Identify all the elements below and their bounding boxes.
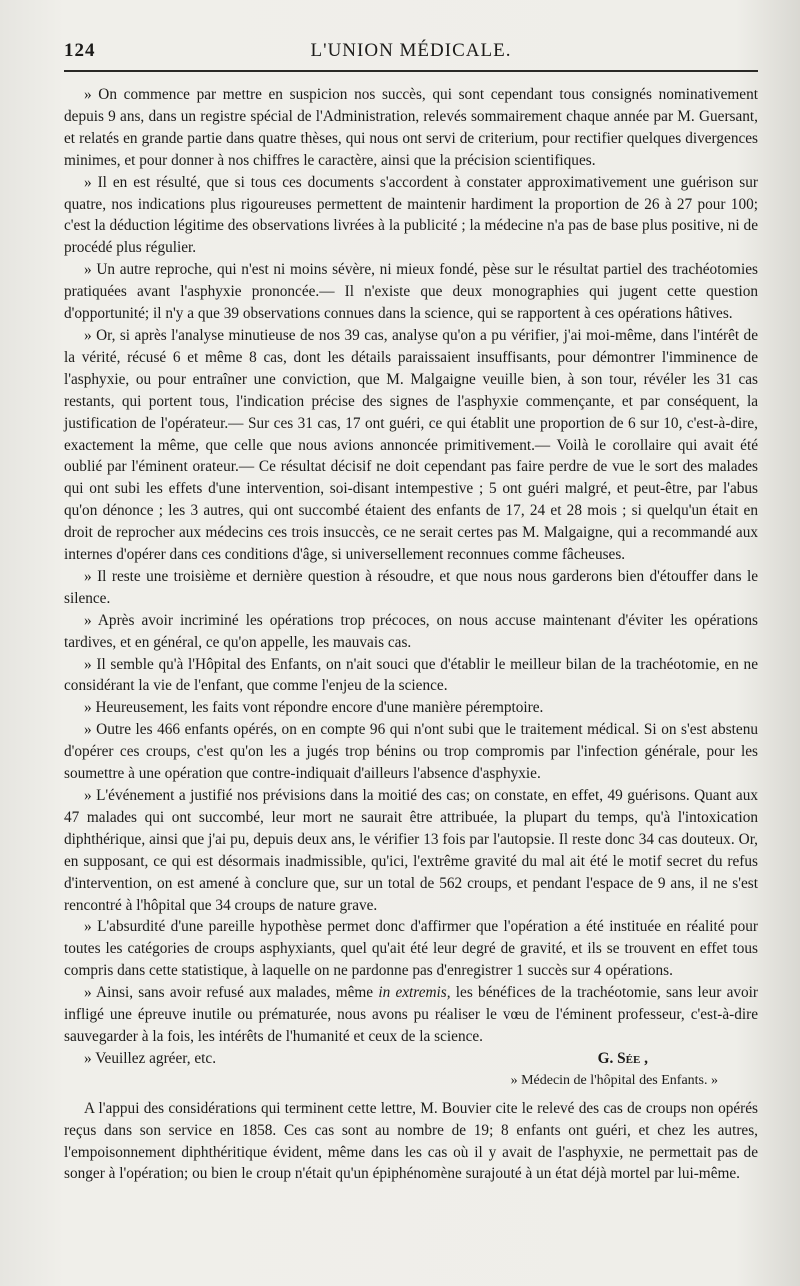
paragraph: » Un autre reproche, qui n'est ni moins sévère, ni mieux fondé, pèse sur le résultat partiel des trachéotomies pratiquées avant l'asphyxie prononcée.— Il n'existe que deux monographies qui jugent cette question d'opportunité; il n'y a que 39 observations connues dans la science, qui se rapportent à ces opérations hâtives. bbox=[64, 261, 758, 323]
paragraph: » Après avoir incriminé les opérations trop précoces, on nous accuse maintenant d'éviter les opérations tardives, et en général, ce qu'on appelle, les mauvais cas. bbox=[64, 611, 758, 651]
final-paragraph bbox=[64, 982, 758, 1048]
salutation: » Veuillez agréer, etc. bbox=[84, 1049, 217, 1067]
running-title: L'UNION MÉDICALE. bbox=[310, 40, 512, 61]
page-number: 124 bbox=[64, 40, 96, 61]
page-header bbox=[64, 40, 758, 72]
paragraph: » On commence par mettre en suspicion nos succès, qui sont cependant tous consignés nominativement depuis 9 ans, dans un registre spécial de l'Administration, relevés sommairement chaque année par M. Guersant, et relatés en grande partie dans quatre thèses, qui nous ont servi de criterium, pour rectifier quelques divergences minimes, et pour donner à nos chiffres le caractère, ainsi que la précision scientifiques. bbox=[64, 86, 758, 169]
signature-affiliation: » Médecin de l'hôpital des Enfants. » bbox=[510, 1072, 718, 1088]
latin-emphasis: in extremis, bbox=[378, 984, 451, 1002]
paragraph: » Il semble qu'à l'Hôpital des Enfants, on n'ait souci que d'établir le meilleur bilan de la trachéotomie, en ne considérant la vie de l'enfant, que comme l'enjeu de la science. bbox=[64, 655, 758, 695]
paragraph: » Il reste une troisième et dernière question à résoudre, et que nous nous garderons bien d'étouffer dans le silence. bbox=[64, 567, 758, 607]
paragraph: » L'absurdité d'une pareille hypothèse permet donc d'affirmer que l'opération a été instituée en réalité pour toutes les catégories de croups asphyxiants, quel qu'ait été leur degré de gravité, et ils se trouvent en effet tous compris dans cette statistique, à laquelle on ne pardonne pas d'enregistrer 1 succès sur 4 opérations. bbox=[64, 918, 758, 980]
closing-section bbox=[64, 1098, 758, 1186]
paragraph: » Outre les 466 enfants opérés, on en compte 96 qui n'ont subi que le traitement médical. Si on s'est abstenu d'opérer ces croups, c'est qu'on les a jugés trop bénins ou trop compromis par l'infection générale, pour les soumettre à une opération que contre-indiquait d'ailleurs l'absence d'asphyxie. bbox=[64, 721, 758, 783]
letter-body bbox=[64, 84, 758, 1070]
signature-name: G. Sée , bbox=[597, 1049, 648, 1067]
closing-paragraph: A l'appui des considérations qui terminent cette lettre, M. Bouvier cite le relevé des cas de croups non opérés reçus dans son service en 1858. Ces cas sont au nombre de 19; 8 enfants ont guéri, et chez les autres, l'empoisonnement diphthéritique évident, même dans les cas où il y avait de l'asphyxie, ne permettait pas de songer à l'opération; ou bien le croup n'était qu'un épiphénomène surajouté à un état déjà mortel par lui-même. bbox=[64, 1099, 758, 1183]
final-paragraph-start: » Ainsi, sans avoir refusé aux malades, même bbox=[84, 984, 379, 1002]
final-paragraph-end: les bénéfices de la trachéotomie, sans leur avoir infligé une épreuve inutile ou prématurée, nous avons pu réaliser le vœu de l'éminent professeur, c'est-à-dire sauvegarder à la fois, les intérêts de l'humanité et ceux de la science. bbox=[64, 984, 759, 1045]
paragraph: » Or, si après l'analyse minutieuse de nos 39 cas, analyse qu'on a pu vérifier, j'ai moi-même, dans l'intérêt de la vérité, récusé 6 et même 8 cas, dont les détails paraissaient insuffisants, pour démontrer l'imminence de l'asphyxie, ou pour entraîner une conviction, que M. Malgaigne veuille bien, à son tour, révéler les 31 cas restants, qui portent tous, l'indication précise des signes de l'asphyxie commençante, et par conséquent, la justification de l'opérateur.— Sur ces 31 cas, 17 ont guéri, ce qui établit une proportion de 6 sur 10, c'est-à-dire, exactement la même, que celle que nous avions annoncée primitivement.— Voilà le corollaire qui avait été oublié par l'éminent orateur.— Ce résultat décisif ne doit cependant pas faire perdre de vue le sort des malades qui ont subi les effets d'une intervention, soi-disant intempestive ; 5 ont guéri malgré, et peut-être, par l'abus qu'on dénonce ; les 3 autres, qui ont succombé étaient des enfants de 17, 24 et 28 mois ; si quelqu'un était en droit de reprocher aux médecins ces trois insuccès, ce ne serait certes pas M. Malgaigne, qui a recommandé aux internes d'opérer dans ces conditions d'âge, si universellement reconnues comme fâcheuses. bbox=[64, 326, 758, 564]
paragraph: » Il en est résulté, que si tous ces documents s'accordent à constater approximativement une guérison sur quatre, nos indications plus rigoureuses permettent de maintenir hardiment la proportion de 26 à 27 pour 100; c'est la déduction légitime des observations livrées à la publicité ; la médecine n'a pas de base plus positive, ni de procédé plus régulier. bbox=[64, 173, 758, 257]
paragraph: » L'événement a justifié nos prévisions dans la moitié des cas; on constate, en effet, 49 guérisons. Quant aux 47 malades qui ont succombé, leur mort ne saurait être attribuée, la plupart du temps, qu'à l'intoxication diphthérique, ainsi que j'ai pu, depuis deux ans, le vérifier 13 fois par l'autopsie. Il reste donc 34 cas douteux. Or, en supposant, ce qui est désormais inadmissible, qu'ici, l'extrême gravité du mal ait été le motif secret du refus d'intervention, on est amené à conclure que, sur un total de 562 croups, et pendant l'espace de 9 ans, il ne s'est rencontré à l'hôpital que 34 croups de nature grave. bbox=[64, 787, 758, 914]
paragraph: » Heureusement, les faits vont répondre encore d'une manière péremptoire. bbox=[84, 699, 544, 717]
